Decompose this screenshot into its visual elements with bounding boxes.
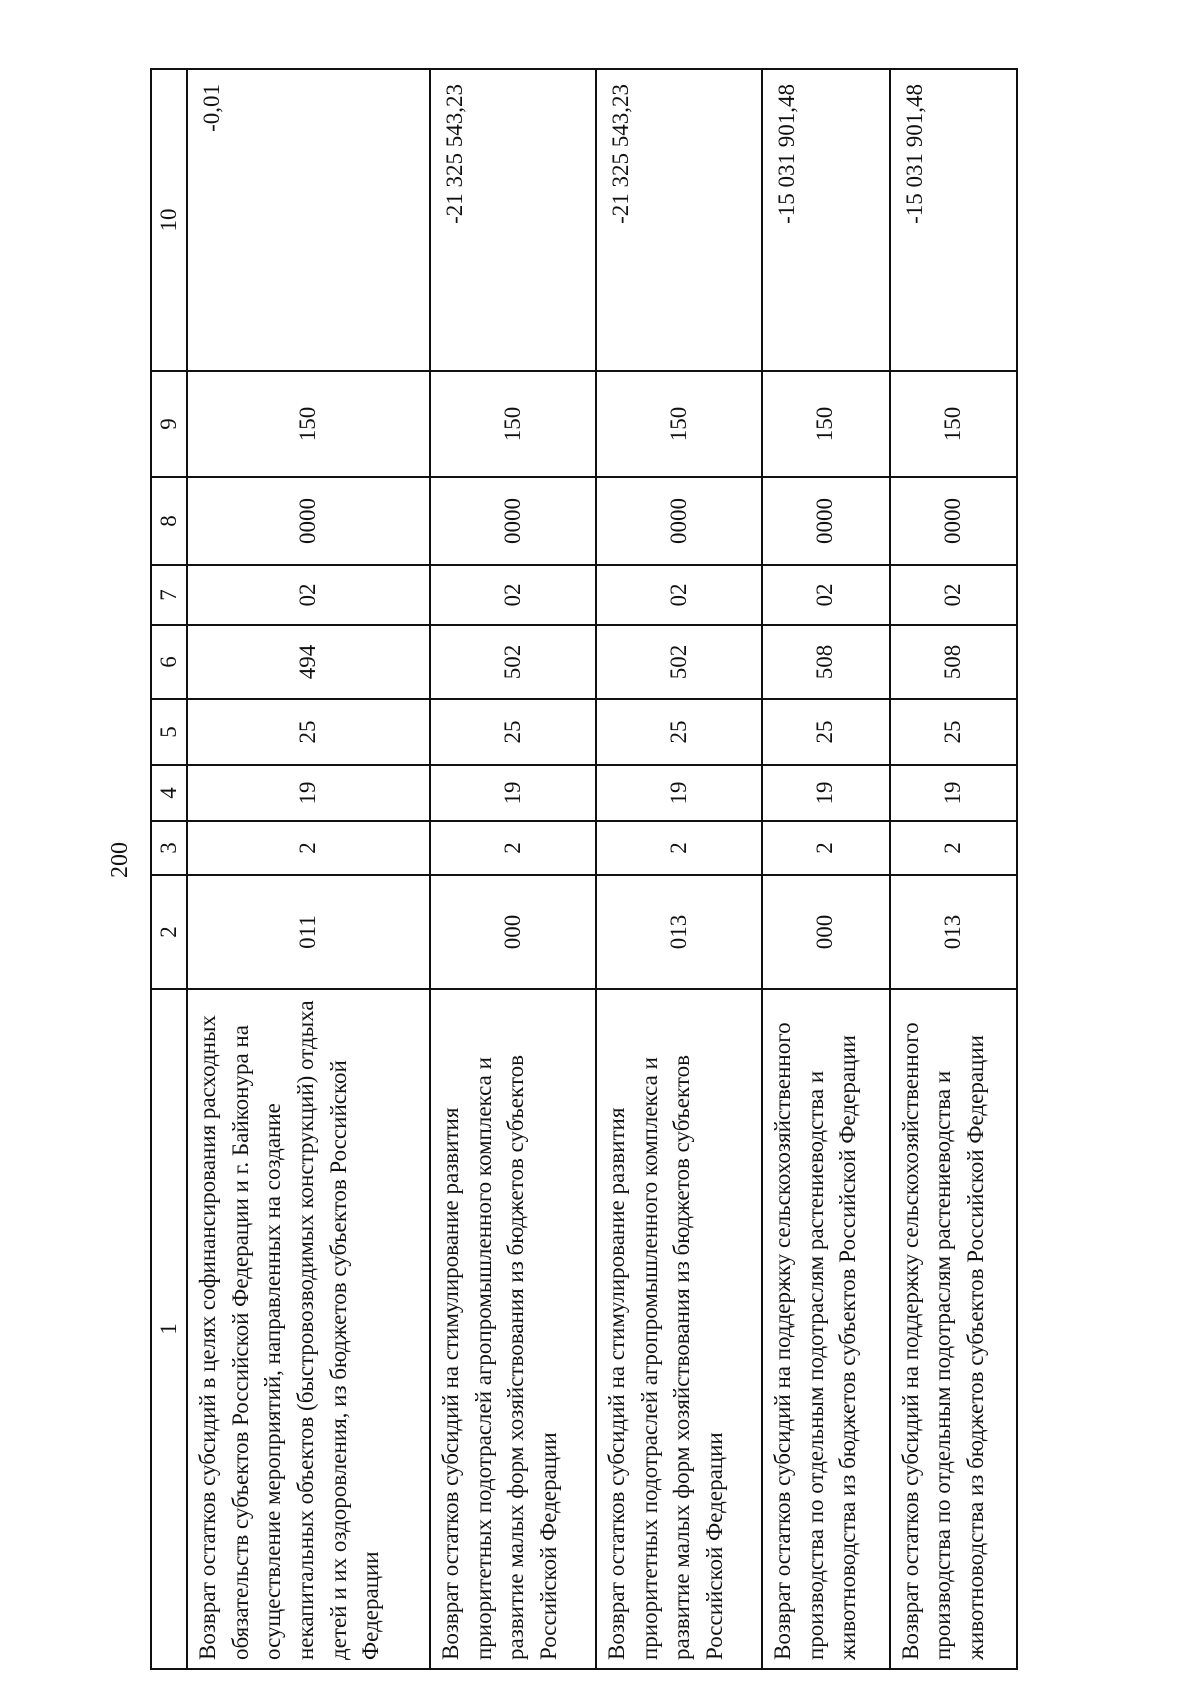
code-cell: 150 (187, 371, 430, 477)
column-header: 10 (151, 69, 187, 371)
table-row (596, 69, 762, 1669)
code-cell: 25 (890, 699, 1017, 765)
code-cell: 02 (596, 565, 762, 625)
code-cell: 2 (430, 821, 596, 875)
code-cell: 19 (890, 765, 1017, 821)
code-cell: 2 (890, 821, 1017, 875)
column-header: 8 (151, 477, 187, 565)
code-cell: 02 (890, 565, 1017, 625)
code-cell: 508 (890, 625, 1017, 699)
code-cell: 2 (187, 821, 430, 875)
code-cell: 25 (187, 699, 430, 765)
row-description: Возврат остатков субсидий в целях софинансирования расходных обязательств субъектов Российской Федерации и г. Байконура на осуществление мероприятий, направленных на создание некапитальных объектов (быстровозводимых конструкций) отдыха детей и их оздоровления, из бюджетов субъектов Российской Федерации (187, 989, 430, 1669)
table-row (430, 69, 596, 1669)
page-number: 200 (107, 842, 133, 878)
column-header: 2 (151, 875, 187, 989)
code-cell: 25 (596, 699, 762, 765)
code-cell: 19 (430, 765, 596, 821)
code-cell: 19 (596, 765, 762, 821)
code-cell: 25 (762, 699, 889, 765)
code-cell: 502 (596, 625, 762, 699)
code-cell: 2 (596, 821, 762, 875)
column-header: 7 (151, 565, 187, 625)
table-row (890, 69, 1017, 1669)
table-row (187, 69, 430, 1669)
code-cell: 011 (187, 875, 430, 989)
code-cell: 000 (762, 875, 889, 989)
table-row (762, 69, 889, 1669)
column-header: 4 (151, 765, 187, 821)
rotated-table-frame (150, 70, 1018, 1670)
code-cell: 013 (596, 875, 762, 989)
column-header: 5 (151, 699, 187, 765)
amount-cell: -0,01 (187, 69, 430, 371)
amount-cell: -15 031 901,48 (762, 69, 889, 371)
column-header: 3 (151, 821, 187, 875)
code-cell: 150 (596, 371, 762, 477)
code-cell: 0000 (596, 477, 762, 565)
amount-cell: -21 325 543,23 (430, 69, 596, 371)
code-cell: 150 (890, 371, 1017, 477)
code-cell: 0000 (762, 477, 889, 565)
code-cell: 0000 (890, 477, 1017, 565)
code-cell: 19 (187, 765, 430, 821)
column-header: 1 (151, 989, 187, 1669)
code-cell: 02 (762, 565, 889, 625)
code-cell: 508 (762, 625, 889, 699)
code-cell: 02 (187, 565, 430, 625)
header-row (151, 69, 187, 1669)
code-cell: 000 (430, 875, 596, 989)
amount-cell: -15 031 901,48 (890, 69, 1017, 371)
code-cell: 150 (430, 371, 596, 477)
code-cell: 19 (762, 765, 889, 821)
code-cell: 0000 (430, 477, 596, 565)
column-header: 6 (151, 625, 187, 699)
code-cell: 150 (762, 371, 889, 477)
code-cell: 013 (890, 875, 1017, 989)
code-cell: 494 (187, 625, 430, 699)
budget-table (150, 68, 1018, 1670)
code-cell: 2 (762, 821, 889, 875)
row-description: Возврат остатков субсидий на стимулирование развития приоритетных подотраслей агропромышленного комплекса и развитие малых форм хозяйствования из бюджетов субъектов Российской Федерации (430, 989, 596, 1669)
row-description: Возврат остатков субсидий на поддержку сельскохозяйственного производства по отдельным подотраслям растениеводства и животноводства из бюджетов субъектов Российской Федерации (762, 989, 889, 1669)
code-cell: 25 (430, 699, 596, 765)
code-cell: 02 (430, 565, 596, 625)
code-cell: 0000 (187, 477, 430, 565)
code-cell: 502 (430, 625, 596, 699)
amount-cell: -21 325 543,23 (596, 69, 762, 371)
row-description: Возврат остатков субсидий на стимулирование развития приоритетных подотраслей агропромышленного комплекса и развитие малых форм хозяйствования из бюджетов субъектов Российской Федерации (596, 989, 762, 1669)
row-description: Возврат остатков субсидий на поддержку сельскохозяйственного производства по отдельным подотраслям растениеводства и животноводства из бюджетов субъектов Российской Федерации (890, 989, 1017, 1669)
column-header: 9 (151, 371, 187, 477)
